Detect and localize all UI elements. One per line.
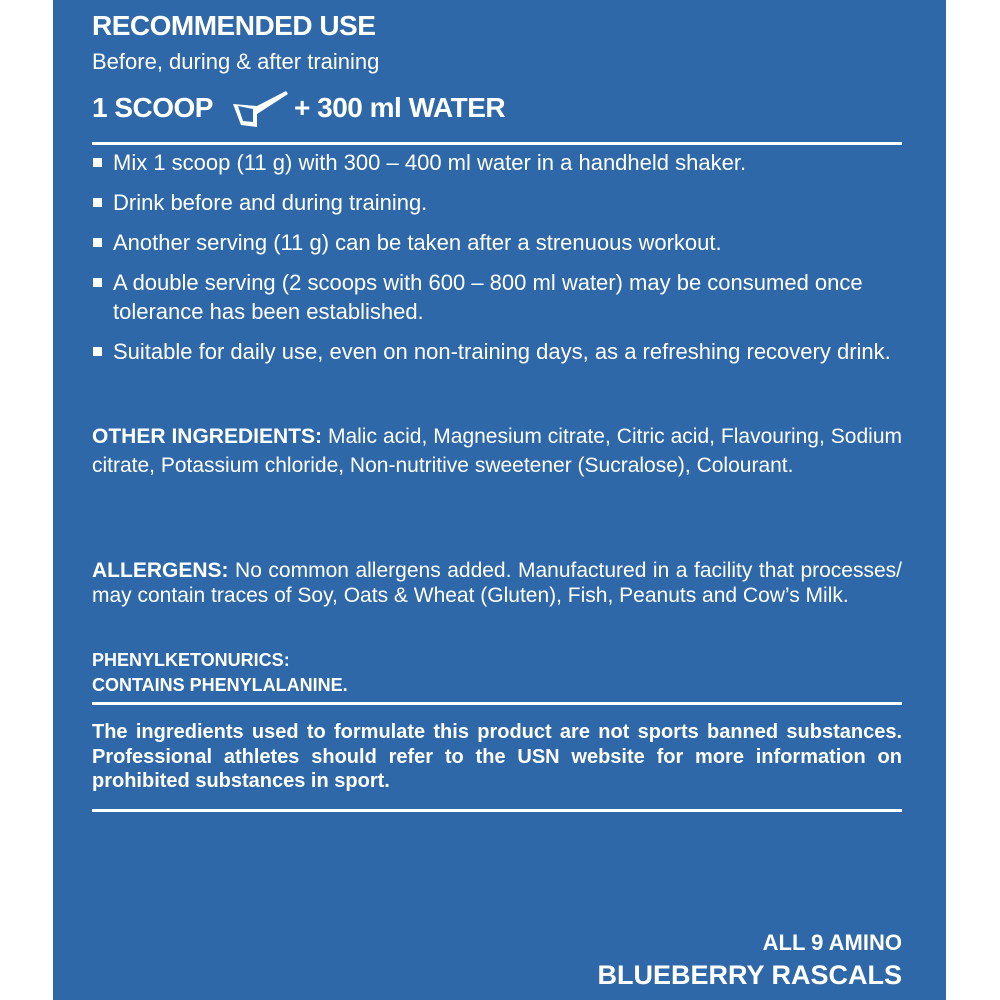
directions-item (92, 228, 902, 257)
directions-item-text: Another serving (11 g) can be taken after a strenuous workout. (113, 230, 722, 255)
dose-scoop-text: 1 SCOOP (92, 92, 213, 123)
bullet-square-icon (93, 238, 102, 247)
flavour-name: BLUEBERRY RASCALS (597, 960, 902, 990)
allergens-label: ALLERGENS: (92, 559, 229, 582)
other-ingredients-text: Malic acid, Magnesium citrate, Citric acid, Flavouring, Sodium citrate, Potassium chloride, Non-nutritive sweetener (Sucralose), Colourant. (92, 425, 902, 477)
bullet-square-icon (93, 278, 102, 287)
allergens (92, 559, 902, 608)
bullet-square-icon (93, 198, 102, 207)
directions-item-text: Drink before and during training. (113, 190, 428, 215)
dose-instruction (92, 88, 692, 132)
product-subtitle: ALL 9 AMINO (762, 930, 902, 955)
divider-middle (92, 702, 902, 705)
other-ingredients (92, 422, 902, 480)
divider-top (92, 142, 902, 145)
recommended-use-timing: Before, during & after training (92, 49, 380, 74)
dose-water-text: + 300 ml WATER (294, 92, 506, 123)
banned-substances-notice: The ingredients used to formulate this product are not sports banned substances. Professional athletes should refer to the USN website for more information on prohibited substances in sport. (92, 721, 902, 792)
directions-item (92, 148, 902, 177)
bullet-square-icon (93, 347, 102, 356)
directions-item (92, 337, 902, 366)
divider-bottom (92, 809, 902, 812)
product-label-panel (53, 0, 946, 1000)
directions-list (92, 148, 902, 377)
directions-item (92, 188, 902, 217)
directions-item-text: A double serving (2 scoops with 600 – 800 ml water) may be consumed once tolerance has been established. (113, 270, 863, 324)
allergens-text: No common allergens added. Manufactured in a facility that processes/ may contain traces of Soy, Oats & Wheat (Gluten), Fish, Peanuts and Cow’s Milk. (92, 559, 902, 607)
bullet-square-icon (93, 158, 102, 167)
phenylketonurics-title: PHENYLKETONURICS: (92, 650, 290, 670)
directions-item (92, 268, 902, 326)
directions-item-text: Suitable for daily use, even on non-training days, as a refreshing recovery drink. (113, 339, 891, 364)
phenylketonurics-warning (92, 648, 348, 698)
other-ingredients-label: OTHER INGREDIENTS: (92, 425, 322, 448)
recommended-use-heading: RECOMMENDED USE (92, 10, 376, 41)
scoop-icon (230, 90, 292, 128)
directions-item-text: Mix 1 scoop (11 g) with 300 – 400 ml water in a handheld shaker. (113, 150, 747, 175)
phenylketonurics-text: CONTAINS PHENYLALANINE. (92, 675, 348, 695)
